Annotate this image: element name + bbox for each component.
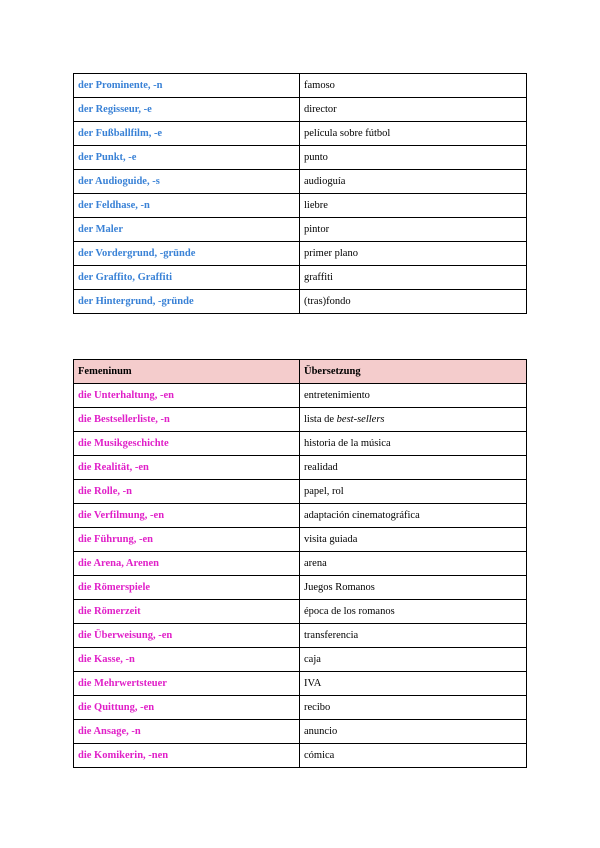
table-row — [74, 98, 527, 122]
german-term: die Verfilmung, -en — [74, 504, 300, 528]
table-row — [74, 720, 527, 744]
translation-text: famoso — [304, 80, 335, 91]
german-term: der Hintergrund, -gründe — [74, 290, 300, 314]
table-row — [74, 528, 527, 552]
translation-text: director — [304, 104, 337, 115]
german-term: die Römerzeit — [74, 600, 300, 624]
german-term: die Musikgeschichte — [74, 432, 300, 456]
header-translation: Übersetzung — [300, 360, 527, 384]
translation — [300, 266, 527, 290]
table-row — [74, 432, 527, 456]
german-term: der Vordergrund, -gründe — [74, 242, 300, 266]
translation — [300, 290, 527, 314]
german-term: der Regisseur, -e — [74, 98, 300, 122]
german-term: der Prominente, -n — [74, 74, 300, 98]
table-row — [74, 456, 527, 480]
german-term: die Römerspiele — [74, 576, 300, 600]
translation-text: transferencia — [304, 630, 359, 641]
translation-text: graffiti — [304, 272, 333, 283]
header-german: Femeninum — [74, 360, 300, 384]
translation-text: historia de la música — [304, 438, 391, 449]
translation-text: cómica — [304, 750, 335, 761]
table-row — [74, 170, 527, 194]
translation-text: (tras)fondo — [304, 296, 351, 307]
translation-text: arena — [304, 558, 327, 569]
translation — [300, 122, 527, 146]
translation — [300, 672, 527, 696]
table-row — [74, 480, 527, 504]
masculine-vocab-table — [73, 73, 527, 314]
translation — [300, 696, 527, 720]
translation-text: Juegos Romanos — [304, 582, 375, 593]
feminine-vocab-table — [73, 359, 527, 768]
german-term: der Maler — [74, 218, 300, 242]
table-row — [74, 242, 527, 266]
german-term: die Quittung, -en — [74, 696, 300, 720]
table-row — [74, 384, 527, 408]
german-term: der Graffito, Graffiti — [74, 266, 300, 290]
translation-text: primer plano — [304, 248, 358, 259]
translation — [300, 408, 527, 432]
table-row — [74, 672, 527, 696]
german-term: die Ansage, -n — [74, 720, 300, 744]
table-row — [74, 600, 527, 624]
translation — [300, 624, 527, 648]
translation-emphasis: best-sellers — [336, 414, 385, 425]
german-term: die Bestsellerliste, -n — [74, 408, 300, 432]
table-row — [74, 696, 527, 720]
table-row — [74, 266, 527, 290]
table-row — [74, 194, 527, 218]
table-row — [74, 576, 527, 600]
translation-text: IVA — [304, 678, 322, 689]
translation-text: papel, rol — [304, 486, 344, 497]
translation — [300, 242, 527, 266]
table-row — [74, 290, 527, 314]
translation — [300, 744, 527, 768]
german-term: die Überweisung, -en — [74, 624, 300, 648]
translation — [300, 528, 527, 552]
table-row — [74, 408, 527, 432]
translation — [300, 218, 527, 242]
table-row — [74, 74, 527, 98]
german-term: die Unterhaltung, -en — [74, 384, 300, 408]
translation — [300, 600, 527, 624]
table-header-row — [74, 360, 527, 384]
translation-text: visita guiada — [304, 534, 358, 545]
translation — [300, 170, 527, 194]
translation-text: anuncio — [304, 726, 338, 737]
translation — [300, 146, 527, 170]
table-row — [74, 624, 527, 648]
german-term: der Feldhase, -n — [74, 194, 300, 218]
translation-text: recibo — [304, 702, 331, 713]
translation-text: punto — [304, 152, 328, 163]
translation-text: audioguía — [304, 176, 346, 187]
translation — [300, 720, 527, 744]
table-row — [74, 744, 527, 768]
german-term: die Realität, -en — [74, 456, 300, 480]
german-term: die Komikerin, -nen — [74, 744, 300, 768]
translation-text: caja — [304, 654, 321, 665]
translation — [300, 504, 527, 528]
german-term: die Führung, -en — [74, 528, 300, 552]
german-term: der Punkt, -e — [74, 146, 300, 170]
translation — [300, 480, 527, 504]
translation — [300, 74, 527, 98]
translation — [300, 456, 527, 480]
translation-text: adaptación cinematográfica — [304, 510, 420, 521]
translation — [300, 98, 527, 122]
translation-text: realidad — [304, 462, 338, 473]
german-term: die Kasse, -n — [74, 648, 300, 672]
translation-text: época de los romanos — [304, 606, 395, 617]
translation — [300, 432, 527, 456]
translation-text: liebre — [304, 200, 328, 211]
translation — [300, 576, 527, 600]
german-term: der Fußballfilm, -e — [74, 122, 300, 146]
translation-text: lista de — [304, 414, 337, 425]
translation — [300, 648, 527, 672]
translation — [300, 552, 527, 576]
translation — [300, 194, 527, 218]
table-row — [74, 218, 527, 242]
translation — [300, 384, 527, 408]
table-row — [74, 122, 527, 146]
table-row — [74, 504, 527, 528]
translation-text: entretenimiento — [304, 390, 370, 401]
translation-text: pintor — [304, 224, 330, 235]
translation-text: película sobre fútbol — [304, 128, 391, 139]
table-row — [74, 146, 527, 170]
german-term: die Rolle, -n — [74, 480, 300, 504]
table-row — [74, 648, 527, 672]
german-term: der Audioguide, -s — [74, 170, 300, 194]
german-term: die Arena, Arenen — [74, 552, 300, 576]
german-term: die Mehrwertsteuer — [74, 672, 300, 696]
table-row — [74, 552, 527, 576]
